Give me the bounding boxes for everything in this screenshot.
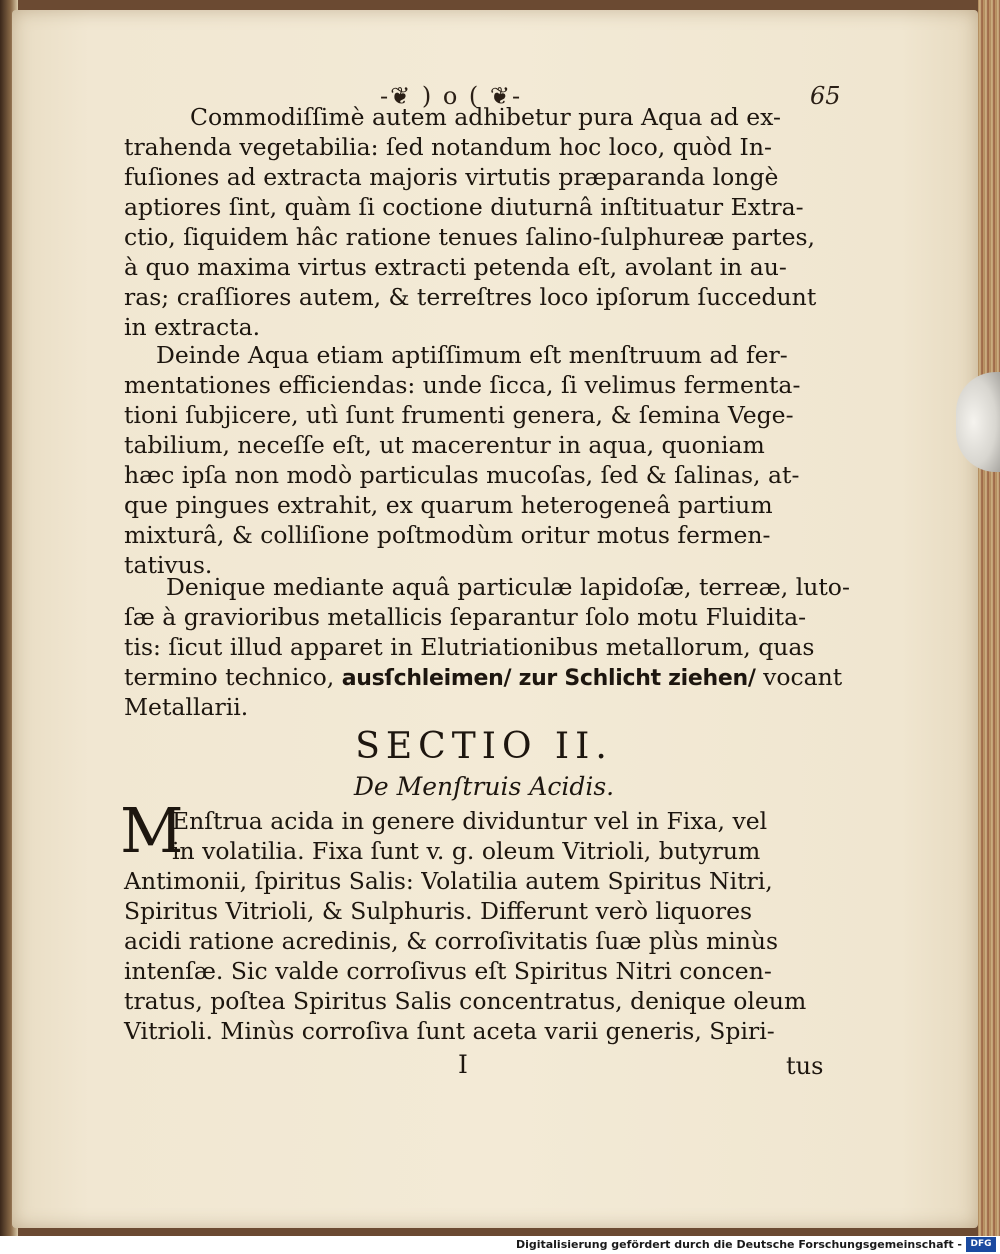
text-line: Enſtrua acida in genere dividuntur vel in Fixa, vel xyxy=(172,807,768,835)
footer-credit: Digitalisierung gefördert durch die Deutsche Forschungsgemeinschaft - xyxy=(515,1238,962,1251)
text-line: ctio, ſiquidem hâc ratione tenues ſalino-ſulphureæ partes, xyxy=(124,223,816,251)
text-line: tativus. xyxy=(124,551,213,579)
text-line: trahenda vegetabilia: ſed notandum hoc loco, quòd In- xyxy=(124,133,772,161)
drop-cap-initial: M xyxy=(120,794,184,867)
text-line: Antimonii, ſpiritus Salis: Volatilia autem Spiritus Nitri, xyxy=(124,867,773,895)
text-line xyxy=(124,662,843,694)
text-line: Spiritus Vitrioli, & Sulphuris. Differunt verò liquores xyxy=(124,897,753,925)
page-number: 65 xyxy=(810,82,841,110)
dfg-logo-icon: DFG xyxy=(966,1237,996,1252)
text-line: tabilium, neceſſe eſt, ut macerentur in aqua, quoniam xyxy=(124,431,765,459)
text-line: Deinde Aqua etiam aptiſſimum eſt menſtruum ad fer- xyxy=(156,341,788,369)
text-line: que pingues extrahit, ex quarum heterogeneâ partium xyxy=(124,491,773,519)
section-subtitle: De Menſtruis Acidis. xyxy=(353,772,615,801)
text-line: Denique mediante aquâ particulæ lapidoſæ, terreæ, luto- xyxy=(166,573,850,601)
section-title: SECTIO II. xyxy=(355,726,613,767)
text-line: ſæ à gravioribus metallicis ſeparantur ſolo motu Fluidita- xyxy=(124,603,807,631)
text-line: aptiores ſint, quàm ſi coctione diuturnâ inſtituatur Extra- xyxy=(124,193,804,221)
text-line: tis: ſicut illud apparet in Elutriationibus metallorum, quas xyxy=(124,633,815,661)
text-line: in volatilia. Fixa ſunt v. g. oleum Vitrioli, butyrum xyxy=(172,837,761,865)
text-line: Vitrioli. Minùs corroſiva ſunt aceta varii generis, Spiri- xyxy=(124,1017,775,1045)
text-line: à quo maxima virtus extracti petenda eſt, avolant in au- xyxy=(124,253,787,281)
signature-mark: I xyxy=(458,1050,468,1079)
text-line: tratus, poſtea Spiritus Salis concentratus, denique oleum xyxy=(124,987,807,1015)
text-line: acidi ratione acredinis, & corroſivitatis ſuæ plùs minùs xyxy=(124,927,779,955)
text-segment: termino technico, xyxy=(124,663,342,691)
text-segment: vocant xyxy=(755,663,843,691)
text-line: Metallarii. xyxy=(124,693,249,721)
german-fraktur-term: ausſchleimen/ zur Schlicht ziehen/ xyxy=(341,666,756,691)
text-line: fuſiones ad extracta majoris virtutis præparanda longè xyxy=(124,163,779,191)
text-line: ras; craſſiores autem, & terreſtres loco ipſorum ſuccedunt xyxy=(124,283,817,311)
text-line: hæc ipſa non modò particulas mucoſas, ſed & ſalinas, at- xyxy=(124,461,800,489)
text-line: mentationes efficiendas: unde ſicca, ſi velimus fermenta- xyxy=(124,371,801,399)
text-line: mixturâ, & colliſione poſtmodùm oritur motus fermen- xyxy=(124,521,771,549)
text-line: in extracta. xyxy=(124,313,261,341)
catchword: tus xyxy=(786,1052,824,1080)
text-line: tioni ſubjicere, utì ſunt frumenti genera, & ſemina Vege- xyxy=(124,401,794,429)
text-line: Commodiſſimè autem adhibetur pura Aqua ad ex- xyxy=(190,103,781,131)
text-line: intenſæ. Sic valde corroſivus eſt Spiritus Nitri concen- xyxy=(124,957,772,985)
running-head: -❦ ) o ( ❦- xyxy=(380,82,523,110)
